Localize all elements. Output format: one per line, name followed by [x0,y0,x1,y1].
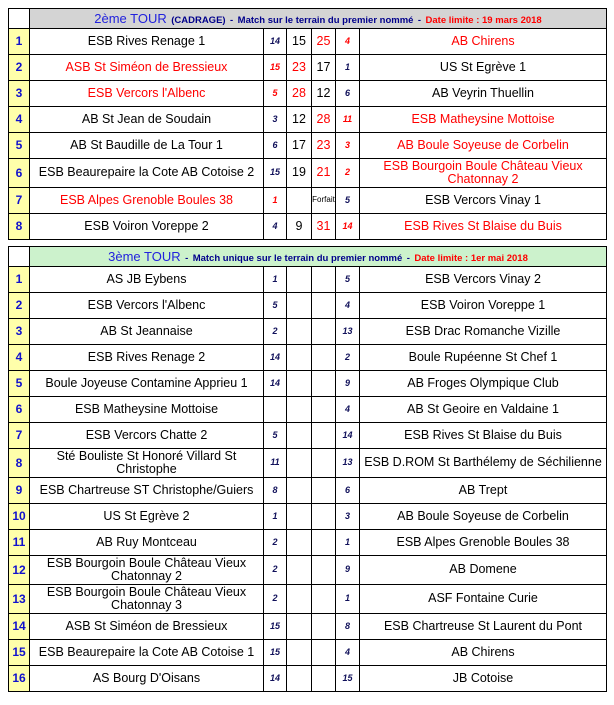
score-home-cell: 23 [287,55,312,81]
team-home-cell: ESB Rives Renage 2 [30,345,264,371]
team-home-cell: AB Ruy Montceau [30,530,264,556]
score-away-cell [312,556,336,585]
team-away-cell: ESB Drac Romanche Vizille [360,319,607,345]
match-row[interactable] [9,188,607,214]
match-row[interactable] [9,666,607,692]
header-corner-cell [9,9,30,29]
seed-home-cell: 4 [264,214,287,240]
score-home-cell [287,530,312,556]
seed-away-cell: 13 [336,449,360,478]
match-number-cell: 14 [9,614,30,640]
team-away-cell: ESB Bourgoin Boule Château Vieux Chatonnay 2 [360,159,607,188]
match-number-cell: 4 [9,345,30,371]
match-row[interactable] [9,81,607,107]
seed-home-cell: 1 [264,267,287,293]
match-row[interactable] [9,478,607,504]
match-number-cell: 3 [9,319,30,345]
seed-away-cell: 4 [336,397,360,423]
score-home-cell [287,293,312,319]
team-away-cell: US St Egrève 1 [360,55,607,81]
score-away-cell [312,504,336,530]
match-row[interactable] [9,345,607,371]
team-away-cell: ESB Alpes Grenoble Boules 38 [360,530,607,556]
team-away-cell: AB Chirens [360,640,607,666]
seed-home-cell: 1 [264,504,287,530]
match-row[interactable] [9,449,607,478]
match-number-cell: 4 [9,107,30,133]
match-row[interactable] [9,107,607,133]
team-away-cell: ESB Vercors Vinay 2 [360,267,607,293]
seed-away-cell: 13 [336,319,360,345]
score-away-cell: 21 [312,159,336,188]
seed-away-cell: 4 [336,29,360,55]
match-number-cell: 7 [9,423,30,449]
score-home-cell [287,188,312,214]
match-number-cell: 6 [9,159,30,188]
round-deadline: Date limite : 19 mars 2018 [425,14,542,26]
score-away-cell: 12 [312,81,336,107]
match-number-cell: 9 [9,478,30,504]
team-away-cell: AB Froges Olympique Club [360,371,607,397]
match-row[interactable] [9,159,607,188]
score-away-cell: 23 [312,133,336,159]
score-home-cell: 19 [287,159,312,188]
seed-home-cell: 15 [264,640,287,666]
match-number-cell: 1 [9,267,30,293]
seed-home-cell: 2 [264,585,287,614]
seed-home-cell [264,397,287,423]
score-away-cell [312,449,336,478]
team-home-cell: AB St Jean de Soudain [30,107,264,133]
seed-away-cell: 2 [336,159,360,188]
team-away-cell: ESB Rives St Blaise du Buis [360,214,607,240]
match-number-cell: 12 [9,556,30,585]
seed-home-cell: 14 [264,371,287,397]
match-number-cell: 8 [9,449,30,478]
team-home-cell: ESB Beaurepaire la Cote AB Cotoise 1 [30,640,264,666]
team-away-cell: AB Trept [360,478,607,504]
score-away-cell [312,614,336,640]
round-header-bar [30,9,607,29]
seed-away-cell: 5 [336,267,360,293]
round-2-table [8,8,607,240]
match-row[interactable] [9,55,607,81]
round-subtitle-paren: (CADRAGE) [171,14,226,26]
score-away-cell [312,478,336,504]
seed-away-cell: 9 [336,371,360,397]
team-away-cell: AB St Geoire en Valdaine 1 [360,397,607,423]
seed-home-cell: 14 [264,666,287,692]
team-home-cell: ESB Bourgoin Boule Château Vieux Chatonnay 3 [30,585,264,614]
team-home-cell: ESB Vercors Chatte 2 [30,423,264,449]
team-home-cell: ESB Rives Renage 1 [30,29,264,55]
seed-away-cell: 11 [336,107,360,133]
team-home-cell: ESB Chartreuse ST Christophe/Guiers [30,478,264,504]
round-deadline: Date limite : 1er mai 2018 [414,252,528,264]
round-3-table [8,246,607,692]
seed-away-cell: 9 [336,556,360,585]
seed-home-cell: 5 [264,293,287,319]
seed-away-cell: 6 [336,81,360,107]
seed-home-cell: 8 [264,478,287,504]
match-number-cell: 11 [9,530,30,556]
match-number-cell: 2 [9,55,30,81]
seed-away-cell: 1 [336,585,360,614]
round-condition: Match sur le terrain du premier nommé [237,14,414,26]
match-row[interactable] [9,293,607,319]
score-away-cell [312,319,336,345]
score-home-cell: 12 [287,107,312,133]
score-home-cell [287,504,312,530]
seed-home-cell: 14 [264,29,287,55]
score-away-cell [312,640,336,666]
score-away-cell: 25 [312,29,336,55]
seed-away-cell: 1 [336,530,360,556]
seed-away-cell: 14 [336,214,360,240]
team-home-cell: ASB St Siméon de Bressieux [30,614,264,640]
seed-away-cell: 3 [336,504,360,530]
team-away-cell: AB Boule Soyeuse de Corbelin [360,504,607,530]
score-home-cell: 28 [287,81,312,107]
score-home-cell [287,423,312,449]
seed-away-cell: 15 [336,666,360,692]
match-row[interactable] [9,640,607,666]
match-number-cell: 7 [9,188,30,214]
team-home-cell: AB St Jeannaise [30,319,264,345]
team-away-cell: ASF Fontaine Curie [360,585,607,614]
seed-away-cell: 14 [336,423,360,449]
match-number-cell: 15 [9,640,30,666]
team-home-cell: AS Bourg D'Oisans [30,666,264,692]
match-row[interactable] [9,133,607,159]
match-number-cell: 16 [9,666,30,692]
score-away-cell: Forfait [312,188,336,214]
round-header-row [9,9,607,29]
round-header-bar [30,247,607,267]
seed-away-cell: 6 [336,478,360,504]
match-row[interactable] [9,614,607,640]
match-number-cell: 5 [9,133,30,159]
match-row[interactable] [9,585,607,614]
header-dash-2: - [406,252,410,264]
seed-away-cell: 5 [336,188,360,214]
score-home-cell: 9 [287,214,312,240]
score-home-cell [287,585,312,614]
score-home-cell [287,319,312,345]
seed-home-cell: 15 [264,614,287,640]
team-away-cell: JB Cotoise [360,666,607,692]
match-number-cell: 6 [9,397,30,423]
round-header-row [9,247,607,267]
team-away-cell: ESB Voiron Voreppe 1 [360,293,607,319]
match-number-cell: 8 [9,214,30,240]
team-home-cell: US St Egrève 2 [30,504,264,530]
team-home-cell: ESB Vercors l'Albenc [30,293,264,319]
seed-home-cell: 3 [264,107,287,133]
match-number-cell: 13 [9,585,30,614]
match-number-cell: 3 [9,81,30,107]
seed-away-cell: 8 [336,614,360,640]
team-home-cell: AB St Baudille de La Tour 1 [30,133,264,159]
team-away-cell: AB Domene [360,556,607,585]
score-home-cell: 15 [287,29,312,55]
team-away-cell: AB Chirens [360,29,607,55]
team-home-cell: ESB Beaurepaire la Cote AB Cotoise 2 [30,159,264,188]
round-title: 3ème TOUR [108,248,181,264]
team-away-cell: ESB D.ROM St Barthélemy de Séchilienne [360,449,607,478]
match-row[interactable] [9,214,607,240]
team-home-cell: ESB Matheysine Mottoise [30,397,264,423]
score-away-cell [312,293,336,319]
score-home-cell [287,614,312,640]
team-home-cell: Boule Joyeuse Contamine Apprieu 1 [30,371,264,397]
seed-home-cell: 2 [264,556,287,585]
score-away-cell [312,666,336,692]
seed-home-cell: 15 [264,159,287,188]
score-home-cell [287,666,312,692]
score-away-cell [312,423,336,449]
team-home-cell: ESB Voiron Voreppe 2 [30,214,264,240]
match-row[interactable] [9,29,607,55]
header-dash-1: - [185,252,189,264]
team-away-cell: AB Veyrin Thuellin [360,81,607,107]
team-home-cell: AS JB Eybens [30,267,264,293]
team-home-cell: ESB Bourgoin Boule Château Vieux Chatonnay 2 [30,556,264,585]
match-row[interactable] [9,423,607,449]
score-home-cell [287,267,312,293]
seed-home-cell: 2 [264,530,287,556]
team-home-cell: Sté Bouliste St Honoré Villard St Christophe [30,449,264,478]
match-row[interactable] [9,267,607,293]
score-home-cell [287,478,312,504]
team-home-cell: ESB Vercors l'Albenc [30,81,264,107]
score-away-cell [312,345,336,371]
match-number-cell: 10 [9,504,30,530]
seed-away-cell: 3 [336,133,360,159]
match-row[interactable] [9,504,607,530]
header-corner-cell [9,247,30,267]
seed-away-cell: 4 [336,640,360,666]
seed-home-cell: 6 [264,133,287,159]
round-condition: Match unique sur le terrain du premier nommé [192,252,403,264]
seed-home-cell: 11 [264,449,287,478]
match-number-cell: 1 [9,29,30,55]
score-home-cell: 17 [287,133,312,159]
score-home-cell [287,449,312,478]
team-away-cell: ESB Rives St Blaise du Buis [360,423,607,449]
header-dash-1: - [230,14,234,26]
seed-home-cell: 2 [264,319,287,345]
seed-home-cell: 1 [264,188,287,214]
team-home-cell: ASB St Siméon de Bressieux [30,55,264,81]
round-title: 2ème TOUR [94,10,167,26]
score-away-cell: 31 [312,214,336,240]
team-home-cell: ESB Alpes Grenoble Boules 38 [30,188,264,214]
seed-away-cell: 1 [336,55,360,81]
score-home-cell [287,640,312,666]
score-away-cell [312,267,336,293]
seed-home-cell: 15 [264,55,287,81]
header-dash-2: - [417,14,422,26]
match-row[interactable] [9,397,607,423]
match-row[interactable] [9,530,607,556]
team-away-cell: ESB Chartreuse St Laurent du Pont [360,614,607,640]
score-away-cell: 17 [312,55,336,81]
score-away-cell [312,530,336,556]
match-number-cell: 5 [9,371,30,397]
score-home-cell [287,556,312,585]
seed-away-cell: 4 [336,293,360,319]
seed-away-cell: 2 [336,345,360,371]
score-away-cell [312,585,336,614]
seed-home-cell: 5 [264,423,287,449]
team-away-cell: ESB Matheysine Mottoise [360,107,607,133]
seed-home-cell: 5 [264,81,287,107]
score-home-cell [287,371,312,397]
score-away-cell: 28 [312,107,336,133]
team-away-cell: AB Boule Soyeuse de Corbelin [360,133,607,159]
match-row[interactable] [9,319,607,345]
team-away-cell: Boule Rupéenne St Chef 1 [360,345,607,371]
score-home-cell [287,397,312,423]
score-away-cell [312,371,336,397]
score-away-cell [312,397,336,423]
match-number-cell: 2 [9,293,30,319]
score-home-cell [287,345,312,371]
seed-home-cell: 14 [264,345,287,371]
match-row[interactable] [9,556,607,585]
match-row[interactable] [9,371,607,397]
team-away-cell: ESB Vercors Vinay 1 [360,188,607,214]
